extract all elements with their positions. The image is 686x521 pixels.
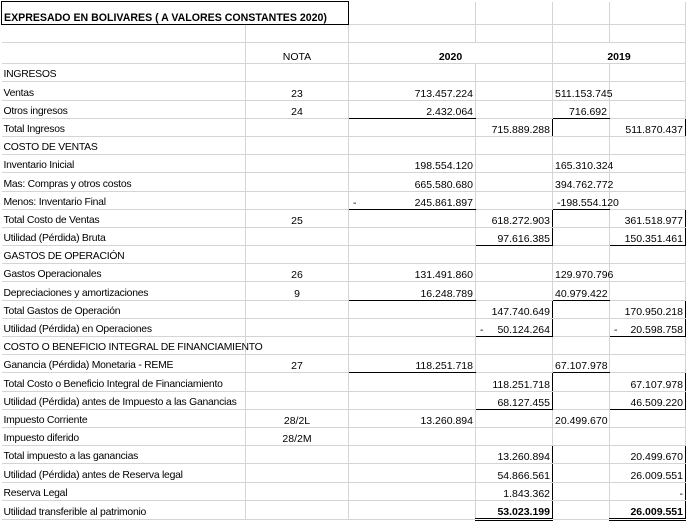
value-2019-total-value: 67.107.978 (630, 378, 683, 391)
table-row (2, 155, 686, 173)
row-label (2, 500, 246, 519)
row-label-value: COSTO DE VENTAS (3, 142, 98, 154)
row-nota-value: 25 (291, 214, 303, 227)
value-2020-total (476, 337, 553, 355)
value-2020-detail (349, 227, 476, 245)
row-label (2, 246, 246, 264)
value-2020-total (476, 155, 553, 173)
row-nota (246, 355, 349, 373)
row-label (2, 464, 246, 482)
value-2020-detail-value: 665.580.680 (414, 178, 473, 191)
value-2019-total (610, 64, 686, 82)
table-row (2, 391, 686, 409)
value-2020-total (476, 464, 553, 482)
row-label (2, 227, 246, 245)
row-label-value: Utilidad transferible al patrimonio (3, 506, 147, 518)
value-2020-detail (349, 282, 476, 300)
row-label (2, 136, 246, 154)
value-2020-total (476, 136, 553, 154)
value-2020-detail-value: 16.248.789 (420, 287, 473, 300)
value-2019-total (610, 500, 686, 519)
value-2019-detail (553, 100, 610, 118)
value-2019-detail (553, 82, 613, 100)
value-2019-detail (553, 318, 610, 336)
value-2020-detail (349, 464, 476, 482)
value-2020-detail (349, 191, 476, 209)
row-nota-value: 27 (291, 360, 303, 373)
value-2020-total-value: 118.251.718 (492, 378, 550, 391)
value-2020-total (476, 446, 553, 464)
value-2020-detail-value: 118.251.718 (415, 360, 473, 373)
value-2019-detail-value: 40.979.422 (555, 287, 608, 300)
row-nota (246, 100, 349, 118)
row-nota (246, 427, 349, 445)
row-label (2, 318, 246, 336)
table-row (2, 246, 686, 264)
row-label (2, 100, 246, 118)
value-2019-detail (553, 173, 614, 191)
value-2019-total (610, 136, 686, 154)
row-label (2, 282, 246, 300)
value-2019-detail (553, 64, 610, 82)
value-2019-total-value: 20.499.670 (630, 451, 683, 464)
value-2020-total (476, 355, 553, 373)
nota-header: NOTA (246, 43, 349, 64)
table-row (2, 337, 686, 355)
value-2020-detail (349, 118, 476, 136)
row-label (2, 337, 263, 355)
row-nota (246, 373, 349, 391)
value-2019-detail-value: 716.692 (569, 105, 607, 118)
row-nota (246, 482, 349, 500)
table-row (2, 100, 686, 118)
row-label-value: Mas: Compras y otros costos (3, 178, 132, 190)
value-2020-detail-value: 713.457.224 (414, 87, 473, 100)
value-2019-detail (553, 227, 610, 245)
row-nota (246, 227, 349, 245)
value-2020-total-value: 53.023.199 (497, 505, 550, 518)
value-2019-detail (553, 155, 614, 173)
row-label (2, 64, 246, 82)
row-nota-value: 28/2L (283, 414, 311, 427)
value-2020-detail (349, 446, 476, 464)
row-nota-value: 23 (291, 87, 303, 100)
value-2019-total (610, 373, 686, 391)
value-2020-total (476, 427, 553, 445)
row-label (2, 391, 246, 409)
row-label-value: Utilidad (Pérdida) Bruta (3, 233, 106, 245)
income-statement-table (1, 1, 686, 521)
value-2020-detail (349, 409, 476, 427)
row-label-value: Gastos Operacionales (3, 269, 102, 281)
row-nota (246, 264, 349, 282)
value-2019-total (610, 482, 686, 500)
row-label (2, 173, 246, 191)
table-row (2, 209, 686, 227)
row-label-value: Total Costo o Beneficio Integral de Financiamiento (3, 378, 223, 390)
value-2019-detail (553, 246, 610, 264)
value-2020-detail (349, 482, 476, 500)
table-row (2, 373, 686, 391)
table-row (2, 227, 686, 245)
value-2019-detail (553, 373, 610, 391)
row-label-value: Utilidad (Pérdida) en Operaciones (3, 324, 152, 335)
row-label-value: COSTO O BENEFICIO INTEGRAL DE FINANCIAMIENTO (3, 342, 263, 354)
value-2019-total (610, 355, 686, 373)
value-2020-detail-value: 245.861.897 (414, 196, 473, 209)
row-nota (246, 446, 349, 464)
row-label-value: INGRESOS (3, 69, 57, 81)
value-2019-detail (553, 500, 610, 519)
row-nota (246, 136, 349, 154)
value-2020-total (476, 409, 553, 427)
row-nota-value: 24 (291, 105, 303, 118)
value-2019-total-value: 46.509.220 (630, 396, 683, 409)
row-label-value: Otros ingresos (3, 105, 68, 117)
row-label (2, 118, 246, 136)
row-label-value: GASTOS DE OPERACIÓN (3, 251, 125, 263)
value-2020-total-value: 147.740.649 (491, 305, 550, 318)
row-nota (246, 500, 349, 519)
row-label (2, 82, 246, 100)
value-2020-detail-value: 198.554.120 (414, 160, 473, 173)
value-2019-detail (553, 409, 610, 427)
table-row (2, 446, 686, 464)
value-2020-detail-value: 13.260.894 (420, 414, 473, 427)
row-nota (246, 282, 349, 300)
value-2020-total (476, 500, 553, 519)
value-2020-total-value: 97.616.385 (497, 233, 550, 246)
row-label-value: Depreciaciones y amortizaciones (3, 287, 149, 299)
value-2020-detail (349, 318, 476, 336)
value-2019-detail (553, 264, 614, 282)
row-label-value: Inventario Inicial (3, 160, 75, 172)
value-2019-total (610, 391, 686, 409)
value-2019-detail (553, 446, 610, 464)
value-2020-total-value: 50.124.264 (497, 324, 550, 336)
row-label (2, 355, 246, 373)
value-2019-total-value: 511.870.437 (625, 123, 683, 136)
value-2019-total (610, 100, 686, 118)
value-2019-detail (553, 282, 610, 300)
row-nota-value: 28/2M (282, 433, 312, 446)
value-2020-total (476, 246, 553, 264)
table-row (2, 464, 686, 482)
value-2020-detail (349, 337, 476, 355)
value-2020-total (476, 64, 553, 82)
table-row (2, 118, 686, 136)
row-nota-value: 9 (294, 287, 300, 300)
value-2019-total (610, 155, 686, 173)
row-label (2, 482, 246, 500)
value-2019-total-value: 170.950.218 (624, 305, 683, 318)
table-row (2, 409, 686, 427)
value-2019-detail (553, 136, 610, 154)
value-2020-detail (349, 136, 476, 154)
year-2019-header: 2019 (553, 43, 686, 64)
value-2019-total (610, 173, 686, 191)
row-nota (246, 64, 349, 82)
value-2019-total (610, 446, 686, 464)
row-label-value: Impuesto Corriente (3, 414, 88, 426)
value-2019-total-value: 26.009.551 (630, 469, 683, 482)
value-2019-detail (553, 118, 610, 136)
row-label-value: Menos: Inventario Final (3, 196, 106, 208)
value-2019-total (610, 282, 686, 300)
value-2019-total (610, 82, 686, 100)
row-label-value: Impuesto diferido (3, 433, 79, 445)
table-row (2, 173, 686, 191)
row-nota (246, 191, 349, 209)
table-row (2, 482, 686, 500)
value-2020-total-value: 1.843.362 (503, 487, 550, 500)
value-2019-detail (553, 427, 610, 445)
value-2019-total (610, 409, 686, 427)
row-label-value: Total Gastos de Operación (3, 305, 121, 317)
value-2019-detail (553, 337, 610, 355)
row-nota (246, 300, 349, 318)
value-2019-total (610, 337, 686, 355)
table-row (2, 500, 686, 519)
table-row (2, 355, 686, 373)
row-nota (246, 118, 349, 136)
row-label-value: Utilidad (Pérdida) antes de Reserva legal (3, 469, 183, 481)
value-2020-total (476, 82, 553, 100)
value-2020-total-value: 715.889.288 (491, 123, 550, 136)
value-2020-total-value: 54.866.561 (497, 469, 550, 482)
row-nota (246, 209, 349, 227)
row-nota (246, 409, 349, 427)
row-label-value: Ganancia (Pérdida) Monetaria - REME (3, 360, 174, 372)
value-2020-detail (349, 391, 476, 409)
row-label-value: Total impuesto a las ganancias (3, 451, 139, 463)
value-2020-total-value: 68.127.455 (497, 396, 550, 409)
value-2019-detail (553, 300, 610, 318)
value-2020-total-value: 13.260.894 (497, 451, 550, 464)
minus-sign: - (557, 196, 561, 209)
value-2020-total (476, 482, 553, 500)
value-2019-total (610, 427, 686, 445)
value-2019-detail-value: 129.970.796 (555, 269, 614, 282)
table-row (2, 64, 686, 82)
statement-rows (2, 64, 686, 520)
value-2020-detail-value: 2.432.064 (426, 105, 473, 118)
value-2019-detail-value: 165.310.324 (555, 160, 614, 173)
value-2019-total-value: 26.009.551 (630, 505, 683, 518)
value-2020-total (476, 318, 553, 336)
value-2020-detail (349, 209, 476, 227)
value-2019-detail-value: 20.499.670 (555, 414, 608, 427)
value-2019-detail-value: 511.153.745 (555, 87, 613, 100)
statement-title: EXPRESADO EN BOLIVARES ( A VALORES CONSTANTES 2020) (2, 2, 349, 25)
row-label (2, 373, 246, 391)
value-2019-detail (553, 209, 610, 227)
row-label-value: Total Ingresos (3, 123, 65, 135)
value-2020-detail (349, 427, 476, 445)
value-2019-total (610, 464, 686, 482)
year-2020-header: 2020 (349, 43, 553, 64)
value-2019-detail-value: 198.554.120 (560, 196, 619, 209)
value-2020-total (476, 282, 553, 300)
value-2019-total (610, 246, 686, 264)
minus-sign: - (614, 324, 618, 336)
table-row (2, 300, 686, 318)
minus-sign: - (480, 324, 484, 336)
value-2020-detail (349, 264, 476, 282)
value-2019-detail-value: 394.762.772 (555, 178, 614, 191)
value-2020-total (476, 227, 553, 245)
row-nota (246, 464, 349, 482)
value-2020-detail (349, 155, 476, 173)
value-2019-detail (553, 355, 610, 373)
value-2020-total-value: 618.272.903 (491, 214, 550, 227)
value-2019-detail (553, 464, 610, 482)
row-nota-value: 26 (291, 269, 303, 282)
value-2020-total (476, 118, 553, 136)
table-row (2, 191, 686, 209)
table-row (2, 282, 686, 300)
row-label-value: Ventas (3, 87, 34, 99)
minus-sign: - (353, 196, 357, 209)
value-2019-total (610, 118, 686, 136)
value-2019-total (610, 300, 686, 318)
row-label-value: Total Costo de Ventas (3, 214, 100, 226)
value-2019-total (610, 227, 686, 245)
row-label-value: Reserva Legal (3, 487, 68, 499)
table-row (2, 318, 686, 336)
table-row (2, 427, 686, 445)
row-label (2, 427, 246, 445)
value-2020-total (476, 173, 553, 191)
row-label (2, 446, 246, 464)
value-2020-detail (349, 100, 476, 118)
value-2019-total (610, 191, 686, 209)
row-nota (246, 82, 349, 100)
row-nota (246, 391, 349, 409)
value-2020-detail (349, 173, 476, 191)
table-row (2, 264, 686, 282)
table-row (2, 136, 686, 154)
value-2020-detail (349, 373, 476, 391)
value-2019-total (610, 264, 686, 282)
row-nota (246, 318, 349, 336)
value-2020-detail (349, 246, 476, 264)
row-label (2, 264, 246, 282)
row-label (2, 409, 246, 427)
row-nota (246, 155, 349, 173)
value-2020-detail (349, 64, 476, 82)
value-2020-total (476, 209, 553, 227)
value-2019-total (610, 209, 686, 227)
row-label (2, 191, 246, 209)
row-label-value: Utilidad (Pérdida) antes de Impuesto a las Ganancias (3, 396, 237, 408)
value-2020-detail (349, 500, 476, 519)
value-2020-total (476, 373, 553, 391)
value-2020-total (476, 391, 553, 409)
value-2020-detail (349, 355, 476, 373)
value-2020-detail (349, 300, 476, 318)
row-label (2, 300, 246, 318)
row-label (2, 209, 246, 227)
value-2020-detail (349, 82, 476, 100)
value-2020-total (476, 191, 553, 209)
row-nota (246, 246, 349, 264)
value-2020-total (476, 100, 553, 118)
value-2019-detail (553, 391, 610, 409)
value-2020-total (476, 264, 553, 282)
value-2019-detail-value: 67.107.978 (555, 360, 608, 373)
value-2019-total-value: 361.518.977 (624, 214, 683, 227)
value-2019-total (610, 318, 686, 336)
value-2019-total-value: 150.351.461 (624, 233, 683, 246)
value-2019-total-value: - (679, 487, 683, 500)
value-2020-detail-value: 131.491.860 (414, 269, 473, 282)
table-row (2, 82, 686, 100)
value-2020-total (476, 300, 553, 318)
row-nota (246, 173, 349, 191)
value-2019-total-value: 20.598.758 (630, 324, 683, 336)
row-label (2, 155, 246, 173)
value-2019-detail (553, 191, 619, 209)
value-2019-detail (553, 482, 610, 500)
